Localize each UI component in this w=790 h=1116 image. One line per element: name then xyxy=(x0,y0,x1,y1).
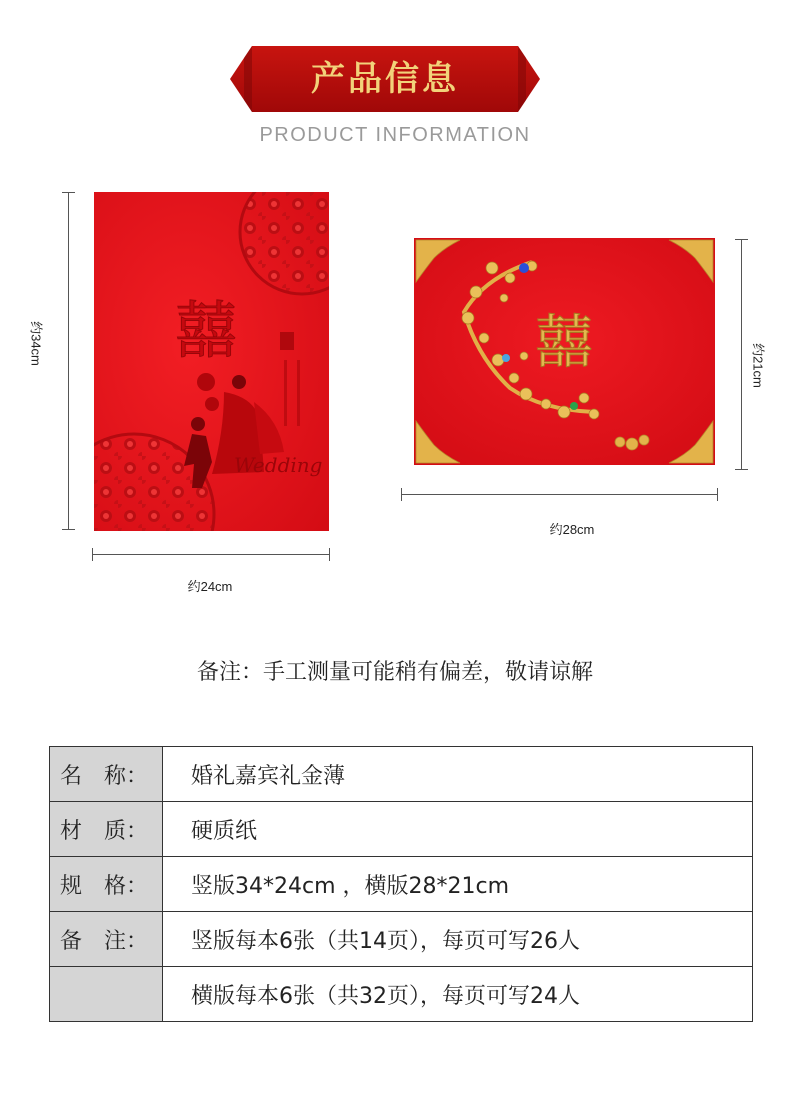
height-label-horizontal: 约21cm xyxy=(750,343,766,388)
table-row xyxy=(50,967,753,1022)
table-row xyxy=(50,857,753,912)
dimension-tick xyxy=(92,548,93,561)
dimension-tick xyxy=(735,239,748,240)
spec-value: 横版每本6张（共32页），每页可写24人 xyxy=(163,967,753,1022)
dimension-tick xyxy=(717,488,718,501)
spec-value: 竖版34*24cm ，横版28*21cm xyxy=(163,857,753,912)
spec-value: 硬质纸 xyxy=(163,802,753,857)
page-subtitle: PRODUCT INFORMATION xyxy=(259,124,531,146)
wedding-script-text: Wedding xyxy=(234,453,323,477)
double-happiness-glyph: 囍 xyxy=(174,294,238,367)
dimension-tick xyxy=(62,192,75,193)
spec-key: 规 格： xyxy=(50,857,163,912)
spec-key: 备 注： xyxy=(50,912,163,967)
measurement-note: 备注：手工测量可能稍有偏差，敬请谅解 xyxy=(196,660,593,685)
width-label-vertical: 约24cm xyxy=(187,579,233,594)
spec-key xyxy=(50,967,163,1022)
page-title: 产品信息 xyxy=(311,59,459,99)
height-label-vertical: 约34cm xyxy=(28,321,44,366)
dimension-tick xyxy=(62,529,75,530)
width-dimension-line-horizontal xyxy=(401,494,718,495)
horizontal-album-image xyxy=(414,238,715,465)
dimension-tick xyxy=(329,548,330,561)
spec-table xyxy=(49,746,753,1022)
spec-value: 竖版每本6张（共14页），每页可写26人 xyxy=(163,912,753,967)
dimension-tick xyxy=(735,469,748,470)
height-dimension-line-vertical xyxy=(68,192,69,530)
table-row xyxy=(50,912,753,967)
table-row xyxy=(50,802,753,857)
header-banner xyxy=(230,46,540,112)
spec-key: 名 称： xyxy=(50,747,163,802)
table-row xyxy=(50,747,753,802)
vertical-album-cover xyxy=(94,192,329,531)
double-happiness-glyph: 囍 xyxy=(534,308,594,376)
width-dimension-line-vertical xyxy=(92,554,330,555)
spec-value: 婚礼嘉宾礼金薄 xyxy=(163,747,753,802)
dimension-tick xyxy=(401,488,402,501)
vertical-album-image xyxy=(94,192,329,531)
width-label-horizontal: 约28cm xyxy=(549,522,595,537)
horizontal-album-cover xyxy=(414,238,715,465)
height-dimension-line-horizontal xyxy=(741,239,742,470)
spec-key: 材 质： xyxy=(50,802,163,857)
